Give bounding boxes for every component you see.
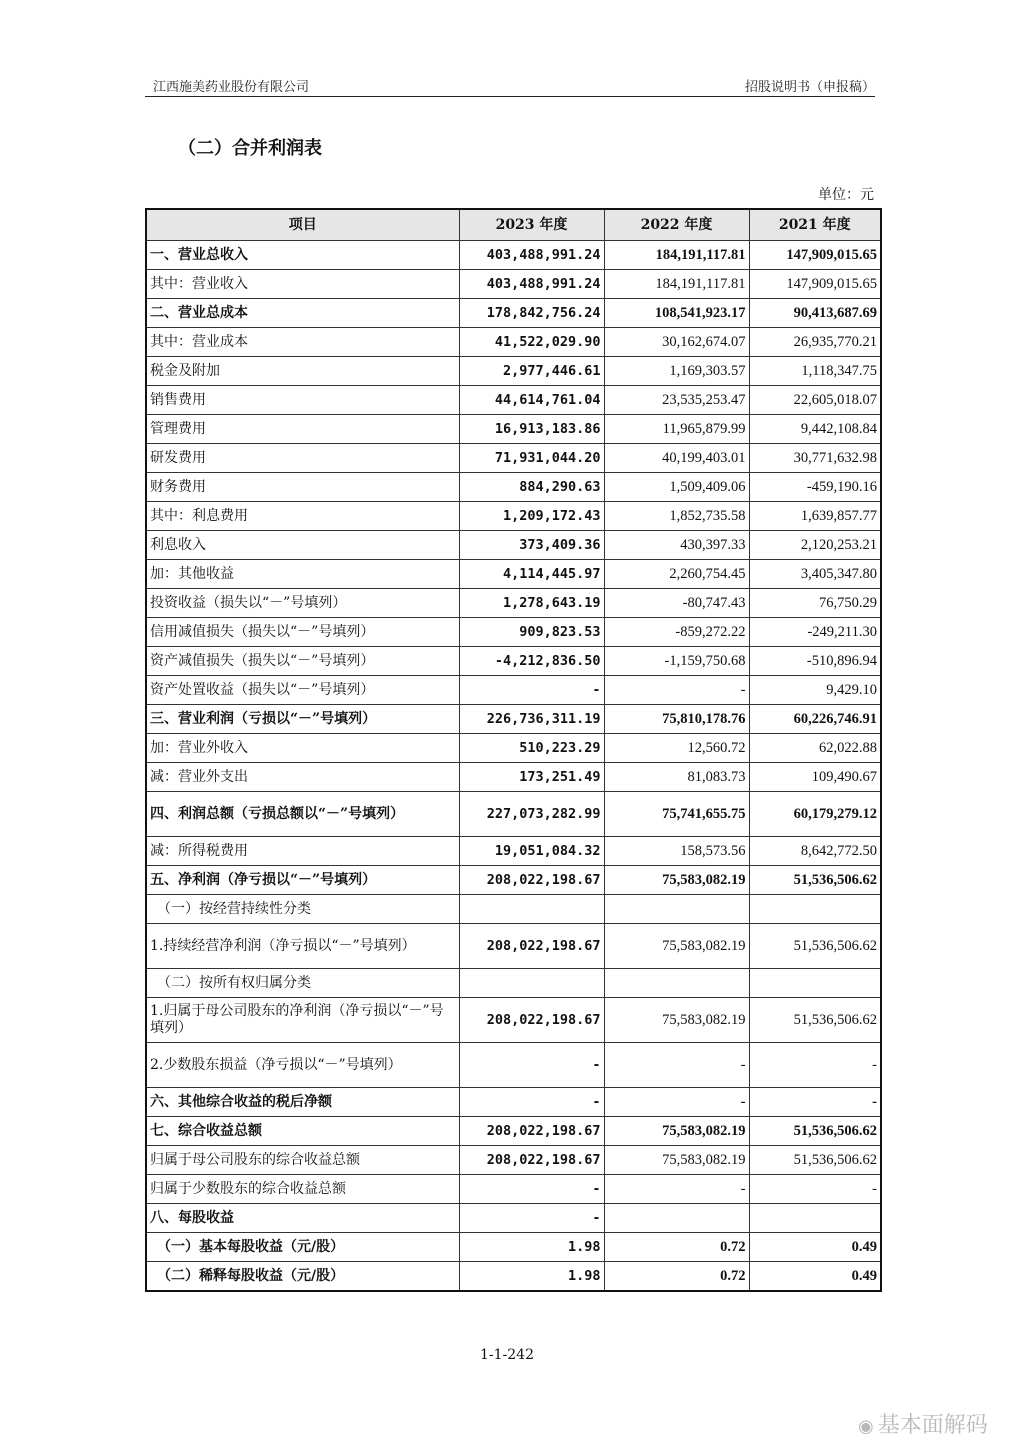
cell-2022: 158,573.56 — [604, 837, 749, 866]
row-label: 税金及附加 — [146, 357, 459, 386]
row-label: （二）按所有权归属分类 — [146, 969, 459, 998]
row-label: 二、营业总成本 — [146, 299, 459, 328]
table-row — [146, 924, 881, 969]
cell-2022: 430,397.33 — [604, 531, 749, 560]
table-row — [146, 1233, 881, 1262]
cell-2023 — [459, 895, 604, 924]
cell-2023: 71,931,044.20 — [459, 444, 604, 473]
row-label: 销售费用 — [146, 386, 459, 415]
column-header-2023: 2023 年度 — [459, 209, 604, 241]
watermark-text: 基本面解码 — [877, 1413, 988, 1438]
cell-2021: 90,413,687.69 — [749, 299, 881, 328]
cell-2022: 75,583,082.19 — [604, 924, 749, 969]
cell-2022: -1,159,750.68 — [604, 647, 749, 676]
cell-2023: 208,022,198.67 — [459, 1146, 604, 1175]
cell-2022: - — [604, 1043, 749, 1088]
row-label: 减：营业外支出 — [146, 763, 459, 792]
column-header-2021: 2021 年度 — [749, 209, 881, 241]
row-label: 加：营业外收入 — [146, 734, 459, 763]
row-label: 资产处置收益（损失以“－”号填列） — [146, 676, 459, 705]
cell-2023: -4,212,836.50 — [459, 647, 604, 676]
cell-2023: 226,736,311.19 — [459, 705, 604, 734]
table-row — [146, 837, 881, 866]
table-row — [146, 763, 881, 792]
section-title: （二）合并利润表 — [178, 138, 322, 159]
table-row — [146, 734, 881, 763]
cell-2023: - — [459, 676, 604, 705]
weibo-logo-icon: ◉ — [858, 1416, 874, 1437]
cell-2022: 30,162,674.07 — [604, 328, 749, 357]
table-row — [146, 618, 881, 647]
cell-2023: 403,488,991.24 — [459, 270, 604, 299]
cell-2021: 9,442,108.84 — [749, 415, 881, 444]
row-label: 信用减值损失（损失以“－”号填列） — [146, 618, 459, 647]
row-label: 七、综合收益总额 — [146, 1117, 459, 1146]
cell-2021: 0.49 — [749, 1233, 881, 1262]
row-label: 加：其他收益 — [146, 560, 459, 589]
income-statement-table — [145, 208, 882, 1292]
row-label: 1.持续经营净利润（净亏损以“－”号填列） — [146, 924, 459, 969]
cell-2023: 44,614,761.04 — [459, 386, 604, 415]
row-label: 减：所得税费用 — [146, 837, 459, 866]
cell-2021: 26,935,770.21 — [749, 328, 881, 357]
cell-2022: 1,852,735.58 — [604, 502, 749, 531]
table-row — [146, 589, 881, 618]
table-row — [146, 502, 881, 531]
cell-2022: 75,583,082.19 — [604, 1117, 749, 1146]
cell-2023: 208,022,198.67 — [459, 1117, 604, 1146]
cell-2023: 173,251.49 — [459, 763, 604, 792]
row-label: 管理费用 — [146, 415, 459, 444]
table-row — [146, 1146, 881, 1175]
cell-2023: 909,823.53 — [459, 618, 604, 647]
cell-2022: 0.72 — [604, 1262, 749, 1292]
cell-2022: 75,583,082.19 — [604, 1146, 749, 1175]
cell-2021: 51,536,506.62 — [749, 1146, 881, 1175]
row-label: 其中：营业成本 — [146, 328, 459, 357]
table-header-row — [146, 209, 881, 241]
cell-2021: 0.49 — [749, 1262, 881, 1292]
table-row — [146, 1175, 881, 1204]
cell-2023: 19,051,084.32 — [459, 837, 604, 866]
watermark — [858, 1408, 988, 1439]
table-row — [146, 415, 881, 444]
cell-2023: - — [459, 1204, 604, 1233]
cell-2023: 227,073,282.99 — [459, 792, 604, 837]
row-label: 利息收入 — [146, 531, 459, 560]
cell-2021: 51,536,506.62 — [749, 866, 881, 895]
table-row — [146, 895, 881, 924]
cell-2021: 109,490.67 — [749, 763, 881, 792]
cell-2021: -459,190.16 — [749, 473, 881, 502]
cell-2022: 11,965,879.99 — [604, 415, 749, 444]
row-label: 四、利润总额（亏损总额以“－”号填列） — [146, 792, 459, 837]
cell-2021: - — [749, 1175, 881, 1204]
cell-2022: 0.72 — [604, 1233, 749, 1262]
cell-2021: 147,909,015.65 — [749, 241, 881, 270]
row-label: （一）按经营持续性分类 — [146, 895, 459, 924]
page-header — [145, 76, 875, 96]
table-row — [146, 866, 881, 895]
table-body — [146, 241, 881, 1292]
cell-2023: 208,022,198.67 — [459, 924, 604, 969]
row-label: （二）稀释每股收益（元/股） — [146, 1262, 459, 1292]
table-row — [146, 560, 881, 589]
cell-2023: 1,278,643.19 — [459, 589, 604, 618]
cell-2022: - — [604, 676, 749, 705]
table-row — [146, 969, 881, 998]
unit-label: 单位：元 — [818, 187, 874, 203]
cell-2021: 8,642,772.50 — [749, 837, 881, 866]
table-row — [146, 357, 881, 386]
cell-2022: 23,535,253.47 — [604, 386, 749, 415]
table-row — [146, 386, 881, 415]
cell-2023: 16,913,183.86 — [459, 415, 604, 444]
cell-2021: 1,118,347.75 — [749, 357, 881, 386]
row-label: 八、每股收益 — [146, 1204, 459, 1233]
cell-2022: 75,810,178.76 — [604, 705, 749, 734]
cell-2021: 51,536,506.62 — [749, 998, 881, 1043]
row-label: 归属于少数股东的综合收益总额 — [146, 1175, 459, 1204]
cell-2022: 184,191,117.81 — [604, 270, 749, 299]
table-row — [146, 1117, 881, 1146]
cell-2023: 884,290.63 — [459, 473, 604, 502]
cell-2023: 1.98 — [459, 1233, 604, 1262]
row-label: 三、营业利润（亏损以“－”号填列） — [146, 705, 459, 734]
table-row — [146, 1088, 881, 1117]
cell-2022: 40,199,403.01 — [604, 444, 749, 473]
row-label: （一）基本每股收益（元/股） — [146, 1233, 459, 1262]
cell-2023: 403,488,991.24 — [459, 241, 604, 270]
row-label: 资产减值损失（损失以“－”号填列） — [146, 647, 459, 676]
cell-2023: 178,842,756.24 — [459, 299, 604, 328]
cell-2022: 1,169,303.57 — [604, 357, 749, 386]
column-header-2022: 2022 年度 — [604, 209, 749, 241]
table-row — [146, 531, 881, 560]
cell-2022: 12,560.72 — [604, 734, 749, 763]
cell-2023: - — [459, 1043, 604, 1088]
cell-2022: 75,583,082.19 — [604, 998, 749, 1043]
row-label: 研发费用 — [146, 444, 459, 473]
table-row — [146, 647, 881, 676]
header-rule — [145, 96, 875, 97]
cell-2021: 51,536,506.62 — [749, 1117, 881, 1146]
cell-2022: 108,541,923.17 — [604, 299, 749, 328]
cell-2023: 2,977,446.61 — [459, 357, 604, 386]
cell-2023: 1,209,172.43 — [459, 502, 604, 531]
cell-2021: - — [749, 1043, 881, 1088]
page-number: 1-1-242 — [480, 1347, 534, 1363]
cell-2021: 76,750.29 — [749, 589, 881, 618]
row-label: 1.归属于母公司股东的净利润（净亏损以“－”号填列） — [146, 998, 459, 1043]
cell-2021: 1,639,857.77 — [749, 502, 881, 531]
cell-2021: 9,429.10 — [749, 676, 881, 705]
table-row — [146, 299, 881, 328]
table-row — [146, 473, 881, 502]
cell-2022: 75,583,082.19 — [604, 866, 749, 895]
row-label: 其中：利息费用 — [146, 502, 459, 531]
cell-2021: 147,909,015.65 — [749, 270, 881, 299]
cell-2021: - — [749, 1088, 881, 1117]
cell-2021: 2,120,253.21 — [749, 531, 881, 560]
cell-2022: 81,083.73 — [604, 763, 749, 792]
table-row — [146, 676, 881, 705]
cell-2023: 510,223.29 — [459, 734, 604, 763]
cell-2022: -80,747.43 — [604, 589, 749, 618]
cell-2021: 62,022.88 — [749, 734, 881, 763]
column-header-item: 项目 — [146, 209, 459, 241]
cell-2022: - — [604, 1088, 749, 1117]
cell-2021: -510,896.94 — [749, 647, 881, 676]
cell-2022 — [604, 969, 749, 998]
cell-2023: 373,409.36 — [459, 531, 604, 560]
cell-2021 — [749, 895, 881, 924]
company-name: 江西施美药业股份有限公司 — [153, 80, 310, 95]
row-label: 投资收益（损失以“－”号填列） — [146, 589, 459, 618]
cell-2021: 30,771,632.98 — [749, 444, 881, 473]
cell-2023: 1.98 — [459, 1262, 604, 1292]
table-row — [146, 241, 881, 270]
cell-2022: 75,741,655.75 — [604, 792, 749, 837]
cell-2022 — [604, 1204, 749, 1233]
cell-2021: 60,179,279.12 — [749, 792, 881, 837]
cell-2021 — [749, 969, 881, 998]
cell-2021 — [749, 1204, 881, 1233]
table-row — [146, 328, 881, 357]
cell-2023: 41,522,029.90 — [459, 328, 604, 357]
cell-2023: 208,022,198.67 — [459, 998, 604, 1043]
row-label: 其中：营业收入 — [146, 270, 459, 299]
cell-2022: 2,260,754.45 — [604, 560, 749, 589]
table-row — [146, 270, 881, 299]
row-label: 归属于母公司股东的综合收益总额 — [146, 1146, 459, 1175]
cell-2022 — [604, 895, 749, 924]
cell-2021: 3,405,347.80 — [749, 560, 881, 589]
table-row — [146, 792, 881, 837]
row-label: 2.少数股东损益（净亏损以“－”号填列） — [146, 1043, 459, 1088]
cell-2022: 184,191,117.81 — [604, 241, 749, 270]
table-row — [146, 444, 881, 473]
cell-2023: - — [459, 1175, 604, 1204]
cell-2022: 1,509,409.06 — [604, 473, 749, 502]
document-type: 招股说明书（申报稿） — [744, 80, 875, 95]
cell-2023: - — [459, 1088, 604, 1117]
table-row — [146, 1262, 881, 1292]
cell-2021: 51,536,506.62 — [749, 924, 881, 969]
row-label: 五、净利润（净亏损以“－”号填列） — [146, 866, 459, 895]
cell-2021: 22,605,018.07 — [749, 386, 881, 415]
cell-2023: 208,022,198.67 — [459, 866, 604, 895]
cell-2021: -249,211.30 — [749, 618, 881, 647]
cell-2022: - — [604, 1175, 749, 1204]
row-label: 一、营业总收入 — [146, 241, 459, 270]
table-row — [146, 1204, 881, 1233]
row-label: 财务费用 — [146, 473, 459, 502]
row-label: 六、其他综合收益的税后净额 — [146, 1088, 459, 1117]
cell-2023 — [459, 969, 604, 998]
cell-2023: 4,114,445.97 — [459, 560, 604, 589]
table-row — [146, 998, 881, 1043]
cell-2021: 60,226,746.91 — [749, 705, 881, 734]
cell-2022: -859,272.22 — [604, 618, 749, 647]
table-row — [146, 705, 881, 734]
table-row — [146, 1043, 881, 1088]
